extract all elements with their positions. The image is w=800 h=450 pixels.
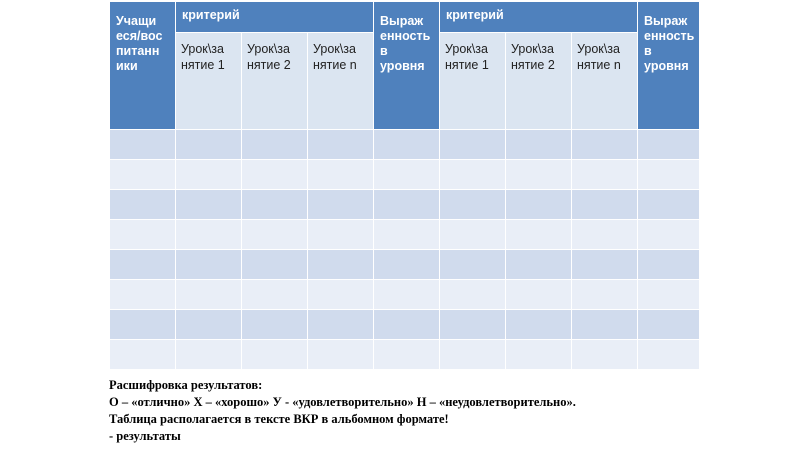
table-cell[interactable] [110,250,176,280]
table-cell[interactable] [374,130,440,160]
legend-format-note: Таблица располагается в тексте ВКР в альбомном формате! [109,412,449,426]
table-cell[interactable] [572,280,638,310]
table-cell[interactable] [374,340,440,370]
table-cell[interactable] [440,310,506,340]
table-cell[interactable] [440,250,506,280]
subheader-lesson-1-label: Урок\за нятие 1 [181,42,225,72]
table-row [110,190,700,220]
table-cell[interactable] [374,190,440,220]
table-cell[interactable] [572,310,638,340]
subheader-lesson-nb [572,33,638,130]
table-row [110,250,700,280]
table-cell[interactable] [242,280,308,310]
header-expression-1 [374,2,440,130]
header-students [110,2,176,130]
header-criterion-1-label: критерий [182,8,240,22]
assessment-table [109,1,700,370]
table-row [110,220,700,250]
table-cell[interactable] [308,310,374,340]
subheader-lesson-1b [440,33,506,130]
table-cell[interactable] [572,340,638,370]
table-cell[interactable] [638,280,700,310]
table-cell[interactable] [176,220,242,250]
table-cell[interactable] [638,160,700,190]
table-cell[interactable] [638,220,700,250]
table-cell[interactable] [572,130,638,160]
table-cell[interactable] [572,190,638,220]
table-cell[interactable] [638,190,700,220]
table-cell[interactable] [242,310,308,340]
table-cell[interactable] [374,310,440,340]
table-cell[interactable] [110,160,176,190]
table-cell[interactable] [440,340,506,370]
subheader-lesson-1b-label: Урок\за нятие 1 [445,42,489,72]
table-row [110,160,700,190]
table-cell[interactable] [242,190,308,220]
table-cell[interactable] [242,340,308,370]
header-expression-1-label: Выраж енность в уровня [380,14,431,73]
table-cell[interactable] [374,250,440,280]
table-cell[interactable] [572,160,638,190]
table-cell[interactable] [638,340,700,370]
header-criterion-2-label: критерий [446,8,504,22]
table-cell[interactable] [176,280,242,310]
table-cell[interactable] [506,130,572,160]
table-cell[interactable] [110,190,176,220]
table-cell[interactable] [506,220,572,250]
legend-title: Расшифровка результатов: [109,378,263,392]
table-row [110,130,700,160]
table-cell[interactable] [374,280,440,310]
table-cell[interactable] [638,130,700,160]
table-cell[interactable] [308,280,374,310]
table-cell[interactable] [506,160,572,190]
header-criterion-2 [440,2,638,33]
table-cell[interactable] [506,310,572,340]
table-row [110,340,700,370]
table-cell[interactable] [110,310,176,340]
table-cell[interactable] [308,250,374,280]
subheader-lesson-nb-label: Урок\за нятие n [577,42,621,72]
header-students-label: Учащи еся/вос питанн ики [116,14,163,73]
table-cell[interactable] [242,130,308,160]
header-criterion-1 [176,2,374,33]
table-cell[interactable] [506,280,572,310]
results-legend [109,377,759,445]
table-cell[interactable] [110,340,176,370]
table-cell[interactable] [572,220,638,250]
table-cell[interactable] [572,250,638,280]
table-cell[interactable] [308,190,374,220]
subheader-lesson-1 [176,33,242,130]
header-expression-2-label: Выраж енность в уровня [644,14,695,73]
table-cell[interactable] [176,190,242,220]
table-cell[interactable] [110,130,176,160]
table-cell[interactable] [308,130,374,160]
table-cell[interactable] [374,160,440,190]
table-cell[interactable] [506,340,572,370]
table-cell[interactable] [176,250,242,280]
table-cell[interactable] [638,310,700,340]
table-row [110,310,700,340]
table-row [110,280,700,310]
table-cell[interactable] [308,220,374,250]
table-cell[interactable] [374,220,440,250]
table-cell[interactable] [308,160,374,190]
table-cell[interactable] [176,310,242,340]
table-cell[interactable] [506,190,572,220]
subheader-lesson-2b [506,33,572,130]
subheader-lesson-2b-label: Урок\за нятие 2 [511,42,555,72]
table-cell[interactable] [440,130,506,160]
legend-results: - результаты [109,429,181,443]
table-cell[interactable] [638,250,700,280]
table-cell[interactable] [440,190,506,220]
table-cell[interactable] [176,130,242,160]
table-cell[interactable] [242,160,308,190]
table-cell[interactable] [242,250,308,280]
table-cell[interactable] [440,160,506,190]
table-cell[interactable] [506,250,572,280]
subheader-lesson-n-label: Урок\за нятие n [313,42,357,72]
table-cell[interactable] [440,280,506,310]
legend-grades: О – «отлично» Х – «хорошо» У - «удовлетворительно» Н – «неудовлетворительно». [109,395,576,409]
table-cell[interactable] [242,220,308,250]
subheader-lesson-2 [242,33,308,130]
table-cell[interactable] [440,220,506,250]
table-cell[interactable] [176,340,242,370]
table-cell[interactable] [110,280,176,310]
header-expression-2 [638,2,700,130]
subheader-lesson-n [308,33,374,130]
table-cell[interactable] [110,220,176,250]
table-cell[interactable] [176,160,242,190]
subheader-lesson-2-label: Урок\за нятие 2 [247,42,291,72]
table-cell[interactable] [308,340,374,370]
